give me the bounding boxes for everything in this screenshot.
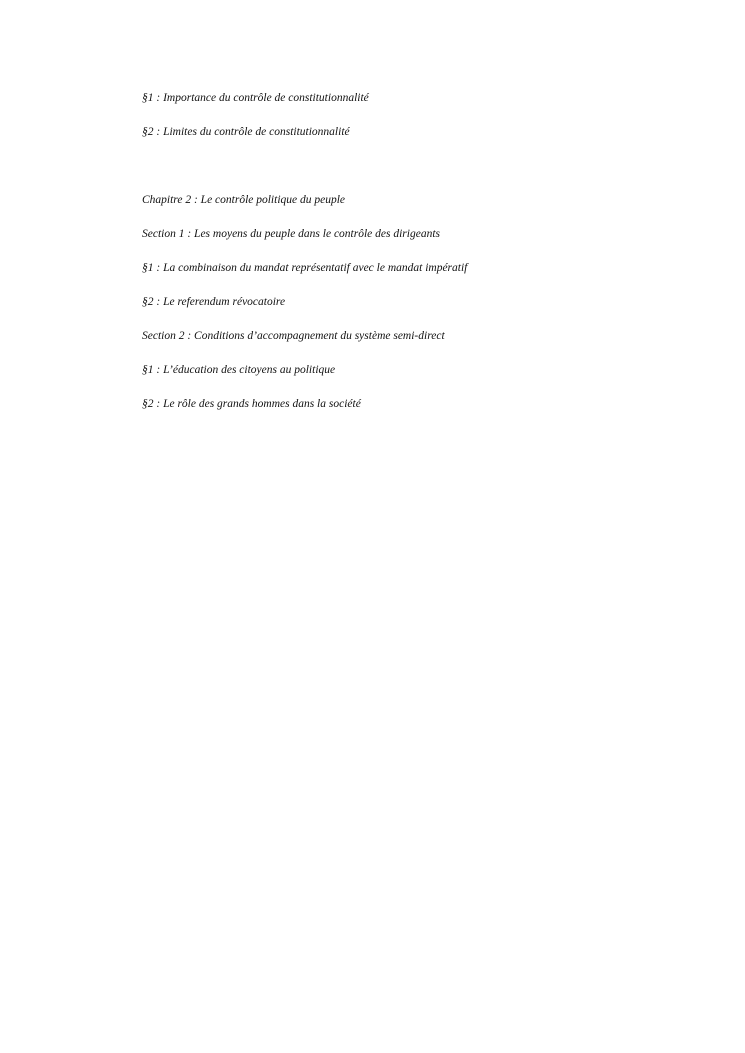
- toc-entry-paragraph: §1 : L’éducation des citoyens au politique: [142, 364, 336, 376]
- toc-entry-paragraph: §1 : Importance du contrôle de constitutionnalité: [142, 92, 369, 104]
- toc-entry-section: Section 1 : Les moyens du peuple dans le contrôle des dirigeants: [142, 228, 440, 240]
- toc-entry-chapter: Chapitre 2 : Le contrôle politique du peuple: [142, 194, 346, 206]
- toc-entry-section: Section 2 : Conditions d’accompagnement du système semi-direct: [142, 330, 445, 342]
- toc-entry-paragraph: §2 : Le rôle des grands hommes dans la société: [142, 398, 361, 410]
- toc-entry-paragraph: §1 : La combinaison du mandat représentatif avec le mandat impératif: [142, 262, 468, 274]
- toc-entry-paragraph: §2 : Le referendum révocatoire: [142, 296, 286, 308]
- toc-entry-paragraph: §2 : Limites du contrôle de constitutionnalité: [142, 126, 350, 138]
